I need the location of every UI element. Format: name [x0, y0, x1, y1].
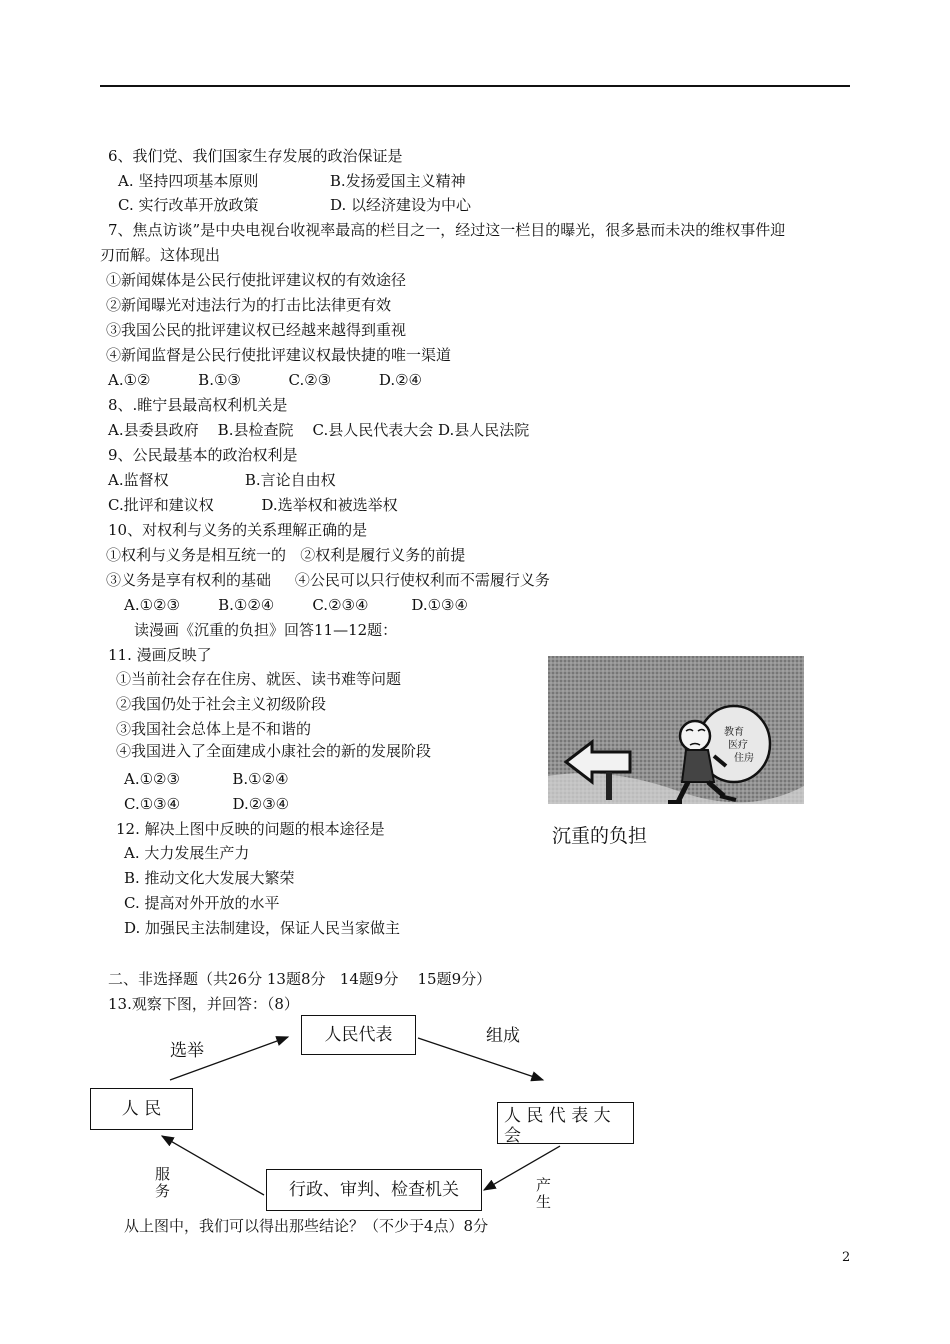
- q7-stem-line2: 刃而解。这体现出: [100, 246, 221, 264]
- q12-option-a: A. 大力发展生产力: [124, 844, 250, 862]
- box-congress: [497, 1102, 634, 1144]
- svg-text:医疗: 医疗: [728, 740, 748, 751]
- box-state-organs: [266, 1169, 482, 1211]
- q7-options: A.①② B.①③ C.②③ D.②④: [108, 371, 422, 389]
- section2-heading: 二、非选择题（共26分 13题8分 14题9分 15题9分）: [108, 970, 492, 988]
- svg-text:住房: 住房: [734, 753, 754, 764]
- box-representatives-label: 人民代表: [324, 1025, 393, 1045]
- q6-options-row1: A. 坚持四项基本原则 B.发扬爱国主义精神: [118, 172, 466, 190]
- q7-stem-line1: 7、焦点访谈”是中央电视台收视率最高的栏目之一，经过这一栏目的曝光，很多悬而未决的维权事件迎: [108, 221, 786, 239]
- q7-item-3: ③我国公民的批评建议权已经越来越得到重视: [106, 321, 407, 339]
- q13-stem: 13.观察下图，并回答：（8）: [108, 995, 299, 1013]
- q8-options: A.县委县政府 B.县检查院 C.县人民代表大会 D.县人民法院: [108, 421, 530, 439]
- q11-item-2: ②我国仍处于社会主义初级阶段: [116, 695, 327, 713]
- q11-stem: 11. 漫画反映了: [108, 646, 212, 664]
- label-elect: 选举: [170, 1041, 204, 1061]
- q12-option-c: C. 提高对外开放的水平: [124, 894, 280, 912]
- q10-items-row1: ①权利与义务是相互统一的 ②权利是履行义务的前提: [106, 546, 466, 564]
- q10-items-row2: ③义务是享有权利的基础 ④公民可以只行使权利而不需履行义务: [106, 571, 550, 589]
- box-representatives: [301, 1015, 416, 1055]
- q10-stem: 10、对权利与义务的关系理解正确的是: [108, 521, 368, 539]
- q12-option-d: D. 加强民主法制建设，保证人民当家做主: [124, 919, 401, 937]
- q11-options-row1: A.①②③ B.①②④: [124, 770, 289, 788]
- q13-question: 从上图中，我们可以得出那些结论？（不少于4点）8分: [124, 1217, 489, 1235]
- arrow-serve: [162, 1136, 264, 1195]
- q12-option-b: B. 推动文化大发展大繁荣: [124, 869, 295, 887]
- label-serve: 服务: [155, 1165, 171, 1200]
- q11-item-1: ①当前社会存在住房、就医、读书难等问题: [116, 670, 402, 688]
- q6-stem: 6、我们党、我们国家生存发展的政治保证是: [108, 147, 403, 165]
- box-congress-label: 人 民 代 表 大 会: [504, 1106, 611, 1146]
- cartoon-caption: 沉重的负担: [552, 825, 648, 847]
- comic-intro: 读漫画《沉重的负担》回答11—12题：: [134, 621, 398, 639]
- page-number: 2: [842, 1250, 851, 1265]
- q11-item-4: ④我国进入了全面建成小康社会的新的发展阶段: [116, 742, 432, 760]
- q12-stem: 12. 解决上图中反映的问题的根本途径是: [116, 820, 385, 838]
- box-people: [90, 1088, 193, 1130]
- label-compose: 组成: [486, 1026, 520, 1046]
- box-people-label: 人 民: [121, 1099, 162, 1119]
- q9-options-row1: A.监督权 B.言论自由权: [108, 471, 336, 489]
- q11-options-row2: C.①③④ D.②③④: [124, 795, 290, 813]
- q7-item-4: ④新闻监督是公民行使批评建议权最快捷的唯一渠道: [106, 346, 452, 364]
- q9-stem: 9、公民最基本的政治权利是: [108, 446, 298, 464]
- box-state-organs-label: 行政、审判、检查机关: [289, 1180, 459, 1200]
- q6-options-row2: C. 实行改革开放政策 D. 以经济建设为中心: [118, 196, 472, 214]
- q8-stem: 8、.睢宁县最高权利机关是: [108, 396, 288, 414]
- q7-item-2: ②新闻曝光对违法行为的打击比法律更有效: [106, 296, 392, 314]
- q9-options-row2: C.批评和建议权 D.选举权和被选举权: [108, 496, 398, 514]
- q11-item-3: ③我国社会总体上是不和谐的: [116, 720, 312, 738]
- q7-item-1: ①新闻媒体是公民行使批评建议权的有效途径: [106, 271, 407, 289]
- label-produce: 产生: [536, 1176, 552, 1211]
- svg-text:教育: 教育: [724, 727, 744, 738]
- q10-options: A.①②③ B.①②④ C.②③④ D.①③④: [124, 596, 468, 614]
- arrow-compose: [418, 1038, 543, 1080]
